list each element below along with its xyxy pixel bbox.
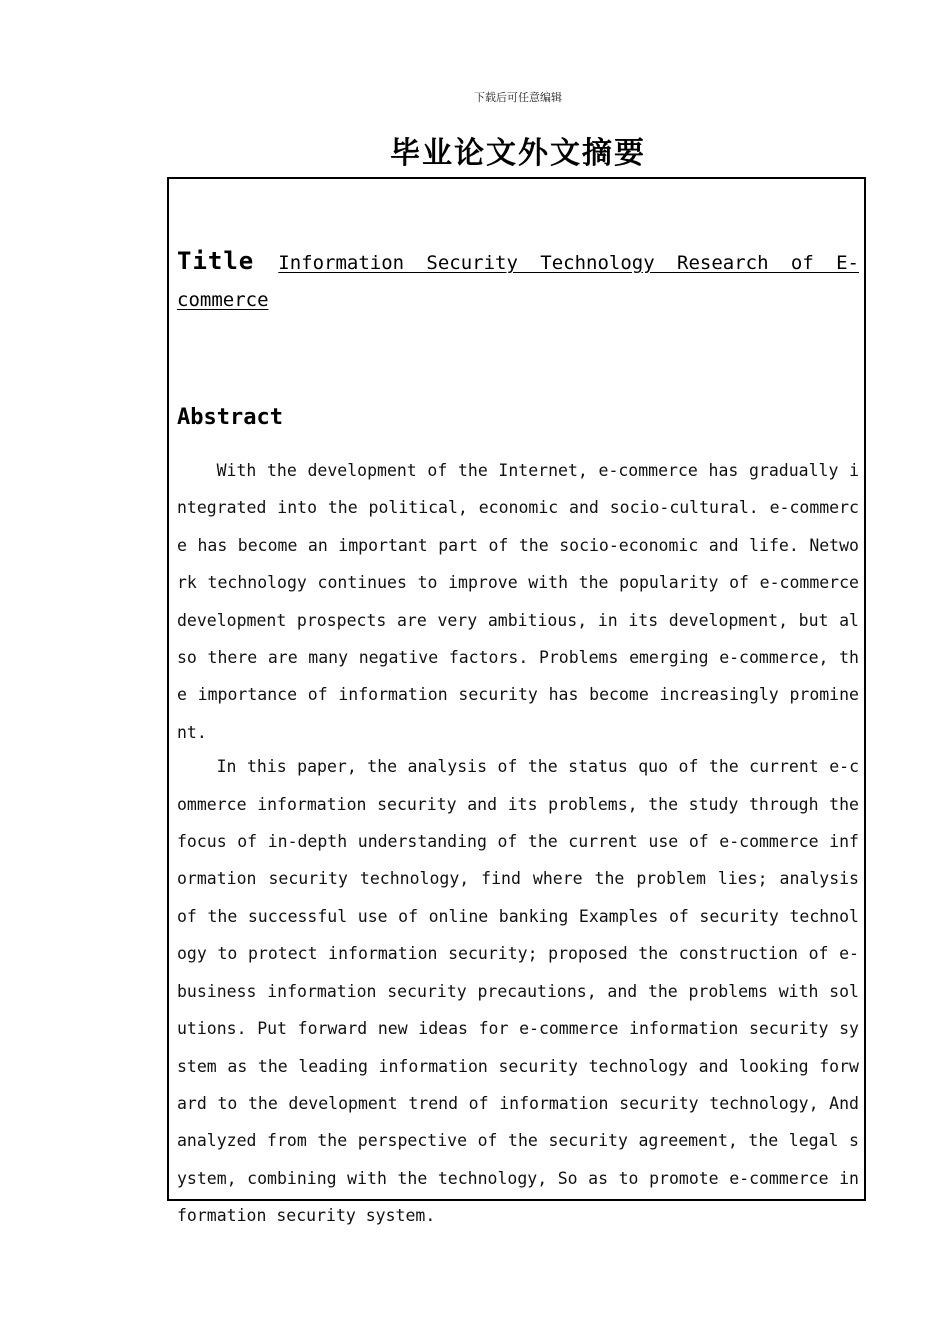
title-section <box>177 243 859 319</box>
header-note: 下载后可任意编辑 <box>474 91 562 104</box>
page-title: 毕业论文外文摘要 <box>390 136 646 171</box>
title-label: Title <box>177 247 255 275</box>
abstract-paragraph-1: With the development of the Internet, e-commerce has gradually integrated into the political, economic and socio-cultural. e-commerce has become an important part of the socio-economic and life. Network technology continues to improve with the popularity of e-commerce development prospects are very ambitious, in its development, but also there are many negative factors. Problems emerging e-commerce, the importance of information security has become increasingly prominent. <box>177 461 859 742</box>
title-text: Information Security Technology Research of E-commerce <box>177 252 859 311</box>
abstract-body <box>177 452 859 1235</box>
abstract-paragraph-2: In this paper, the analysis of the status quo of the current e-commerce information security and its problems, the study through the focus of in-depth understanding of the current use of e-commerce information security technology, find where the problem lies; analysis of the successful use of online banking Examples of security technology to protect information security; proposed the construction of e-business information security precautions, and the problems with solutions. Put forward new ideas for e-commerce information security system as the leading information security technology and looking forward to the development trend of information security technology, And analyzed from the perspective of the security agreement, the legal system, combining with the technology, So as to promote e-commerce information security system. <box>177 757 859 1226</box>
abstract-heading: Abstract <box>177 405 283 430</box>
